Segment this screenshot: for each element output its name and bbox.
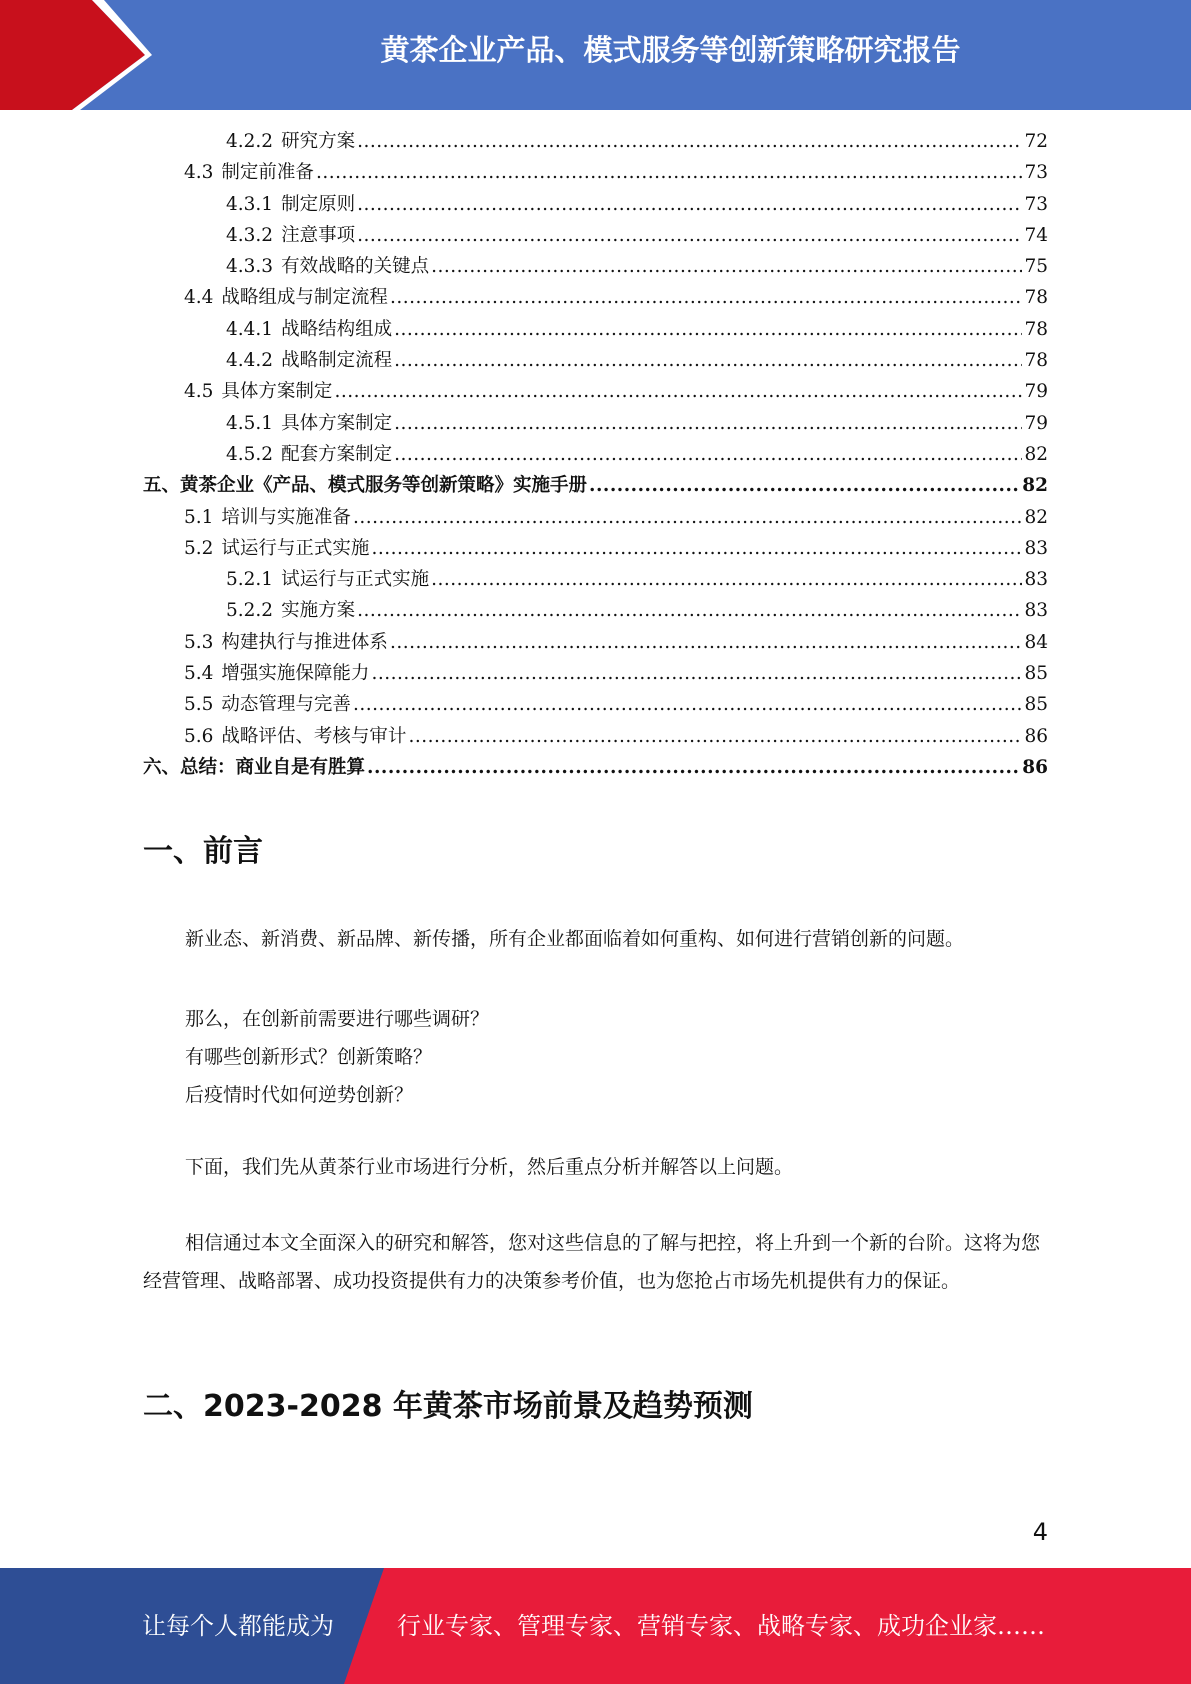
toc-entry-title: 增强实施保障能力 (221, 663, 370, 685)
question-line: 那么，在创新前需要进行哪些调研？ (185, 1008, 490, 1030)
toc-entry-page: 72 (1024, 131, 1048, 152)
toc-dot-leader (357, 225, 1022, 246)
toc-dot-leader (357, 600, 1022, 621)
toc-entry-title: 战略制定流程 (281, 350, 393, 372)
toc-entry-page: 78 (1024, 318, 1048, 340)
toc-entry-title: 五、黄茶企业《产品、模式服务等创新策略》实施手册 (143, 475, 588, 497)
toc-dot-leader (431, 569, 1022, 590)
table-of-contents (143, 127, 1048, 784)
toc-entry-title: 注意事项 (281, 224, 356, 246)
toc-entry[interactable] (143, 221, 1048, 252)
toc-dot-leader (316, 162, 1023, 183)
toc-entry-title: 具体方案制定 (281, 412, 393, 434)
toc-entry[interactable] (143, 190, 1048, 221)
toc-entry-number: 4.2.2 (226, 131, 274, 152)
toc-entry[interactable] (143, 252, 1048, 283)
toc-entry-number: 4.5 (184, 381, 214, 403)
toc-entry-title: 战略评估、考核与审计 (221, 725, 407, 747)
toc-entry-number: 4.5.2 (226, 443, 274, 465)
toc-entry-page: 73 (1024, 162, 1048, 184)
paragraph: 下面，我们先从黄茶行业市场进行分析，然后重点分析并解答以上问题。 (185, 1156, 794, 1178)
toc-entry[interactable] (143, 315, 1048, 346)
toc-entry-number: 5.6 (184, 725, 214, 747)
toc-entry-page: 84 (1024, 631, 1048, 653)
toc-entry[interactable] (143, 659, 1048, 690)
toc-dot-leader (334, 381, 1022, 402)
toc-entry-title: 配套方案制定 (281, 443, 393, 465)
toc-entry-number: 4.3 (184, 162, 214, 184)
toc-entry-title: 制定前准备 (221, 162, 314, 184)
toc-entry[interactable] (143, 753, 1048, 784)
toc-entry-title: 战略结构组成 (281, 318, 393, 340)
paragraph: 新业态、新消费、新品牌、新传播，所有企业都面临着如何重构、如何进行营销创新的问题。 (185, 928, 965, 950)
toc-entry[interactable] (143, 565, 1048, 596)
footer-slogan-left: 让每个人都能成为 (142, 1612, 334, 1640)
toc-dot-leader (367, 757, 1020, 778)
toc-entry[interactable] (143, 628, 1048, 659)
header-arrow-graphic (0, 0, 170, 110)
toc-entry-page: 82 (1024, 443, 1048, 465)
toc-dot-leader (353, 507, 1023, 528)
toc-entry-number: 4.5.1 (226, 412, 274, 434)
toc-entry-page: 83 (1024, 537, 1048, 559)
toc-dot-leader (394, 350, 1022, 371)
toc-dot-leader (371, 663, 1022, 684)
page-footer (0, 1568, 1191, 1684)
toc-entry-page: 85 (1024, 663, 1048, 685)
toc-entry-title: 试运行与正式实施 (221, 537, 370, 559)
toc-entry-page: 82 (1024, 506, 1048, 528)
toc-entry-title: 实施方案 (281, 600, 356, 622)
toc-entry-number: 5.1 (184, 506, 214, 528)
toc-dot-leader (390, 632, 1023, 653)
toc-dot-leader (589, 475, 1020, 496)
toc-entry-page: 83 (1024, 569, 1048, 591)
toc-dot-leader (408, 726, 1022, 747)
toc-entry-page: 79 (1024, 381, 1048, 403)
toc-entry-number: 4.3.3 (226, 256, 274, 278)
toc-entry-number: 4.4.2 (226, 350, 274, 372)
toc-dot-leader (394, 319, 1022, 340)
toc-entry[interactable] (143, 596, 1048, 627)
toc-entry[interactable] (143, 409, 1048, 440)
toc-entry-title: 六、总结：商业自是有胜算 (143, 756, 366, 778)
toc-entry-title: 具体方案制定 (221, 381, 333, 403)
toc-entry-title: 研究方案 (281, 131, 356, 152)
toc-entry-page: 74 (1024, 224, 1048, 246)
toc-entry-page: 73 (1024, 193, 1048, 215)
page-number: 4 (1032, 1518, 1048, 1546)
toc-entry-page: 85 (1024, 694, 1048, 716)
page-header (0, 0, 1191, 110)
toc-entry[interactable] (143, 471, 1048, 502)
toc-entry[interactable] (143, 346, 1048, 377)
toc-dot-leader (353, 694, 1023, 715)
section-heading-forecast: 二、2023-2028 年黄茶市场前景及趋势预测 (143, 1389, 753, 1424)
toc-entry[interactable] (143, 158, 1048, 189)
toc-entry-number: 4.3.1 (226, 193, 274, 215)
toc-dot-leader (357, 131, 1022, 152)
toc-entry[interactable] (143, 503, 1048, 534)
toc-entry-page: 83 (1024, 600, 1048, 622)
toc-entry-page: 82 (1022, 475, 1048, 497)
toc-entry-title: 有效战略的关键点 (281, 256, 430, 278)
toc-entry[interactable] (143, 690, 1048, 721)
toc-entry[interactable] (143, 377, 1048, 408)
toc-dot-leader (371, 538, 1022, 559)
toc-entry-page: 75 (1024, 256, 1048, 278)
footer-slogan-right: 行业专家、管理专家、营销专家、战略专家、成功企业家…… (397, 1612, 1045, 1640)
toc-dot-leader (390, 287, 1023, 308)
toc-entry[interactable] (143, 534, 1048, 565)
toc-dot-leader (394, 444, 1022, 465)
toc-entry-title: 构建执行与推进体系 (221, 631, 388, 653)
toc-entry-number: 4.4.1 (226, 318, 274, 340)
toc-entry-number: 5.3 (184, 631, 214, 653)
toc-entry-number: 5.5 (184, 694, 214, 716)
report-title: 黄茶企业产品、模式服务等创新策略研究报告 (380, 33, 961, 67)
toc-entry-title: 战略组成与制定流程 (221, 287, 388, 309)
toc-entry[interactable] (143, 283, 1048, 314)
toc-entry-title: 动态管理与完善 (221, 694, 351, 716)
toc-entry[interactable] (143, 127, 1048, 158)
toc-entry-page: 86 (1024, 725, 1048, 747)
toc-entry-page: 79 (1024, 412, 1048, 434)
toc-dot-leader (357, 194, 1022, 215)
toc-entry-number: 5.2.1 (226, 569, 274, 591)
toc-dot-leader (394, 413, 1022, 434)
toc-entry-number: 4.3.2 (226, 224, 274, 246)
toc-entry-page: 78 (1024, 287, 1048, 309)
toc-entry-number: 5.2 (184, 537, 214, 559)
paragraph: 相信通过本文全面深入的研究和解答，您对这些信息的了解与把控，将上升到一个新的台阶。这将为您经营管理、战略部署、成功投资提供有力的决策参考价值，也为您抢占市场先机提供有力的保证。 (143, 1232, 1041, 1292)
toc-entry-page: 78 (1024, 350, 1048, 372)
question-line: 有哪些创新形式？创新策略？ (185, 1046, 433, 1068)
toc-entry-number: 5.2.2 (226, 600, 274, 622)
toc-entry-title: 试运行与正式实施 (281, 569, 430, 591)
toc-dot-leader (431, 256, 1022, 277)
toc-entry-number: 4.4 (184, 287, 214, 309)
toc-entry-number: 5.4 (184, 663, 214, 685)
toc-entry-title: 制定原则 (281, 193, 356, 215)
question-line: 后疫情时代如何逆势创新？ (185, 1084, 414, 1106)
toc-entry-page: 86 (1022, 756, 1048, 778)
toc-entry[interactable] (143, 722, 1048, 753)
section-heading-preface: 一、前言 (143, 834, 263, 869)
toc-entry[interactable] (143, 440, 1048, 471)
toc-entry-title: 培训与实施准备 (221, 506, 351, 528)
